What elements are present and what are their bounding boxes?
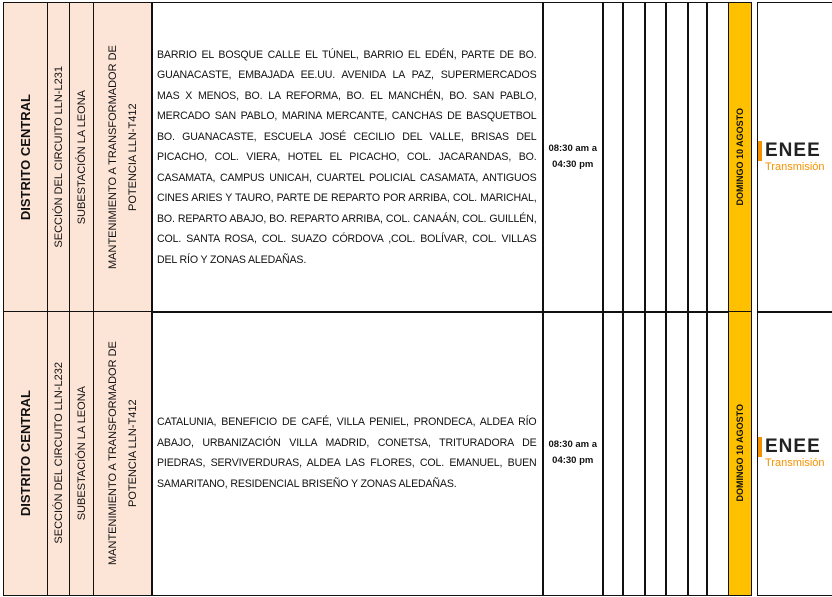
empty-cell (622, 311, 646, 596)
empty-cell (687, 311, 708, 596)
district-label: DISTRITO CENTRAL (18, 94, 34, 221)
areas-cell (151, 311, 544, 596)
district-cell (3, 2, 49, 313)
enee-logo: ENEE (765, 140, 821, 162)
empty-cell (706, 311, 730, 596)
empty-cell (602, 2, 624, 313)
areas-cell (151, 2, 544, 313)
section-cell (47, 2, 71, 313)
substation-label: SUBESTACIÓN LA LEONA (75, 90, 88, 225)
district-cell (3, 311, 49, 596)
empty-cell (665, 311, 689, 596)
time-cell (542, 311, 604, 596)
substation-cell (69, 2, 95, 313)
time-end: 04:30 pm (552, 159, 594, 171)
empty-cell (644, 2, 667, 313)
enee-logo-mark-icon (758, 141, 762, 161)
time-start: 08:30 am a (548, 439, 598, 451)
enee-logo-mark-icon (758, 437, 762, 457)
logo-cell (757, 2, 832, 313)
empty-cell (687, 2, 708, 313)
enee-logo-subtitle: Transmisión (765, 161, 825, 174)
empty-cell (665, 2, 689, 313)
time-end: 04:30 pm (552, 455, 594, 467)
work-label: MANTENIMIENTO A TRANSFORMADOR DE POTENCIA LLN-T412 (106, 341, 139, 566)
district-label: DISTRITO CENTRAL (18, 390, 34, 517)
section-label: SECCIÓN DEL CIRCUITO LLN-L231 (52, 66, 65, 249)
substation-cell (69, 311, 95, 596)
empty-cell (706, 2, 730, 313)
logo-cell (757, 311, 832, 596)
section-label: SECCIÓN DEL CIRCUITO LLN-L232 (52, 362, 65, 545)
enee-logo: ENEE (765, 436, 821, 458)
time-cell (542, 2, 604, 313)
date-label: DOMINGO 10 AGOSTO (734, 404, 745, 502)
section-cell (47, 311, 71, 596)
areas-text: BARRIO EL BOSQUE CALLE EL TÚNEL, BARRIO EL EDÉN, PARTE DE BO. GUANACASTE, EMBAJADA EE.UU. AVENIDA LA PAZ, SUPERMERCADOS MAS X MENOS, BO. LA REFORMA, BO. EL MANCHÉN, BO. SAN PABLO, MERCADO SAN PABLO, MARINA MERCANTE, CANCHAS DE BASQUETBOL BO. GUANACASTE, ESCUELA JOSÉ CECILIO DEL VALLE, BRISAS DEL PICACHO, COL. VIERA, HOTEL EL PICACHO, COL. JACARANDAS, BO. CASAMATA, CAMPUS UNICAH, CUARTEL POLICIAL CASAMATA, ANTIGUOS CINES ARIES Y TAURO, PARTE DE REPARTO POR ARRIBA, COL. MARICHAL, BO. REPARTO ABAJO, BO. REPARTO ARRIBA, COL. CANAÁN, COL. GUILLÉN, COL. SANTA ROSA, COL. SUAZO CÓRDOVA ,COL. BOLÍVAR, COL. VILLAS DEL RÍO Y ZONAS ALEDAÑAS. (157, 48, 537, 266)
work-cell (93, 2, 153, 313)
time-start: 08:30 am a (548, 143, 598, 155)
work-cell (93, 311, 153, 596)
date-label: DOMINGO 10 AGOSTO (734, 108, 745, 206)
substation-label: SUBESTACIÓN LA LEONA (75, 386, 88, 521)
empty-cell (602, 311, 624, 596)
date-cell (728, 311, 752, 596)
work-label: MANTENIMIENTO A TRANSFORMADOR DE POTENCIA LLN-T412 (106, 45, 139, 270)
enee-logo-subtitle: Transmisión (765, 457, 825, 470)
areas-text: CATALUNIA, BENEFICIO DE CAFÉ, VILLA PENIEL, PRONDECA, ALDEA RÍO ABAJO, URBANIZACIÓN VILLA MADRID, CONETSA, TRITURADORA DE PIEDRAS, SERVIVERDURAS, ALDEA LAS FLORES, COL. EMANUEL, BUEN SAMARITANO, RESIDENCIAL BRISEÑO Y ZONAS ALEDAÑAS. (157, 416, 537, 490)
date-cell (728, 2, 752, 313)
empty-cell (622, 2, 646, 313)
empty-cell (644, 311, 667, 596)
